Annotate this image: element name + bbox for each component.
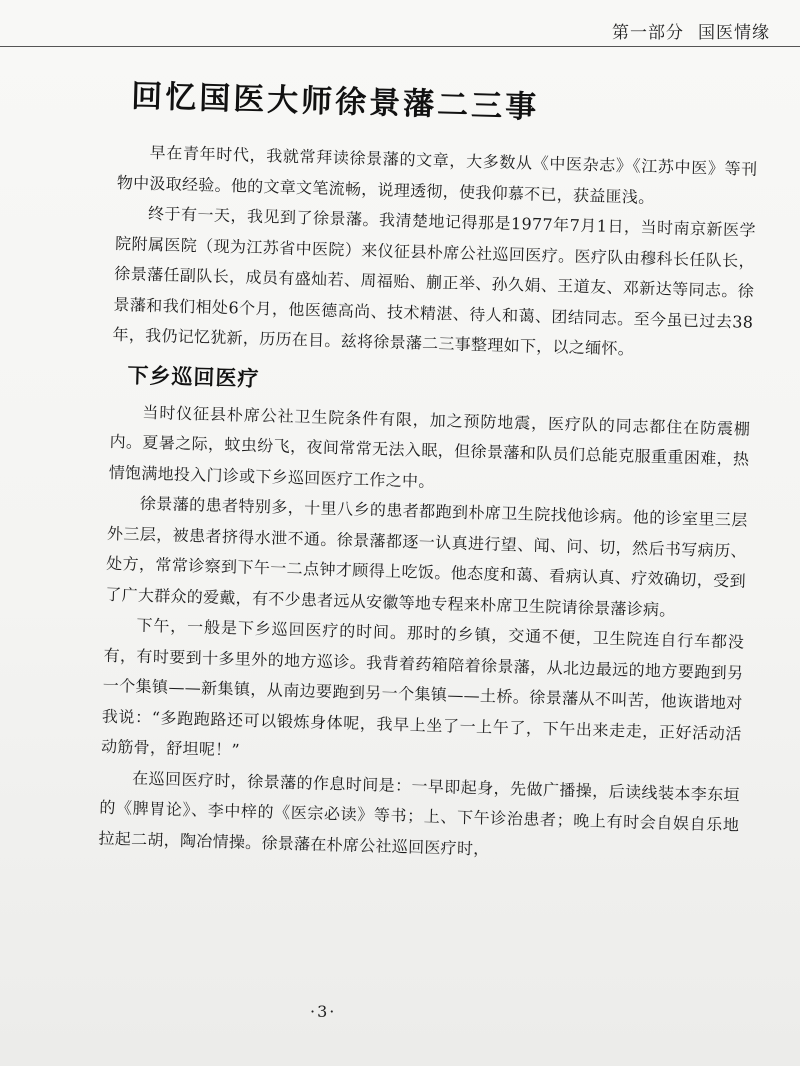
section-paragraph-2: 徐景藩的患者特别多，十里八乡的患者都跑到朴席卫生院找他诊病。他的诊室里三层外三层，被患者挤得水泄不通。徐景藩都逐一认真进行望、闻、问、切，然后书写病历、处方，常常诊察到下午一二点钟才顾得上吃饭。他态度和蔼、看病认真、疗效确切，受到了广大群众的爱戴，有不少患者远从安徽等地专程来朴席卫生院请徐景藩诊病。 <box>105 493 748 620</box>
intro-paragraph-2: 终于有一天，我见到了徐景藩。我清楚地记得那是1977年7月1日，当时南京新医学院附属医院（现为江苏省中医院）来仪征县朴席公社巡回医疗。医疗队由穆科长任队长，徐景藩任副队长，成员有盛灿若、周福贻、蒯正举、孙久娟、王道友、邓新达等同志。徐景藩和我们相处6个月，他医德高尚、技术精湛、待人和蔼、团结同志。至今虽已过去38年，我仍记忆犹新，历历在目。兹将徐景藩二三事整理如下，以之缅怀。 <box>112 203 757 359</box>
article-body <box>98 70 760 872</box>
section-paragraph-3: 下午，一般是下乡巡回医疗的时间。那时的乡镇，交通不便，卫生院连自行车都没有，有时要到十多里外的地方巡诊。我背着药箱陪着徐景藩，从北边最远的地方要跑到另一个集镇——新集镇，从南边要跑到另一个集镇——土桥。徐景藩从不叫苦，他诙谐地对我说：“多跑跑路还可以锻炼身体呢，我早上坐了一上午了，下午出来走走，正好活动活动筋骨，舒坦呢！” <box>100 615 745 760</box>
section-paragraph-4: 在巡回医疗时，徐景藩的作息时间是：一早即起身，先做广播操，后读线装本李东垣的《脾胃论》、李中梓的《医宗必读》等书；上、下午诊治患者；晚上有时会自娱自乐地拉起二胡，陶冶情操。徐景藩在朴席公社巡回医疗时， <box>98 768 741 859</box>
header-section: 国医情缘 <box>698 23 770 43</box>
header-part: 第一部分 <box>612 23 684 43</box>
header-rule <box>0 46 800 47</box>
running-header <box>612 18 770 43</box>
intro-paragraph-1: 早在青年时代，我就常拜读徐景藩的文章，大多数从《中医杂志》《江苏中医》等刊物中汲取经验。他的文章文笔流畅，说理透彻，使我仰慕不已，获益匪浅。 <box>116 142 758 207</box>
section-paragraph-1: 当时仪征县朴席公社卫生院条件有限，加之预防地震，医疗队的同志都住在防震棚内。夏暑之际，蚊虫纷飞，夜间常常无法入眠，但徐景藩和队员们总能克服重重困难，热情饱满地投入门诊或下乡巡回医疗工作之中。 <box>108 402 751 491</box>
article-title: 回忆国医大师徐景藩二三事 <box>130 78 540 126</box>
section-title: 下乡巡回医疗 <box>127 362 260 391</box>
page-number: ·3· <box>310 1002 337 1021</box>
